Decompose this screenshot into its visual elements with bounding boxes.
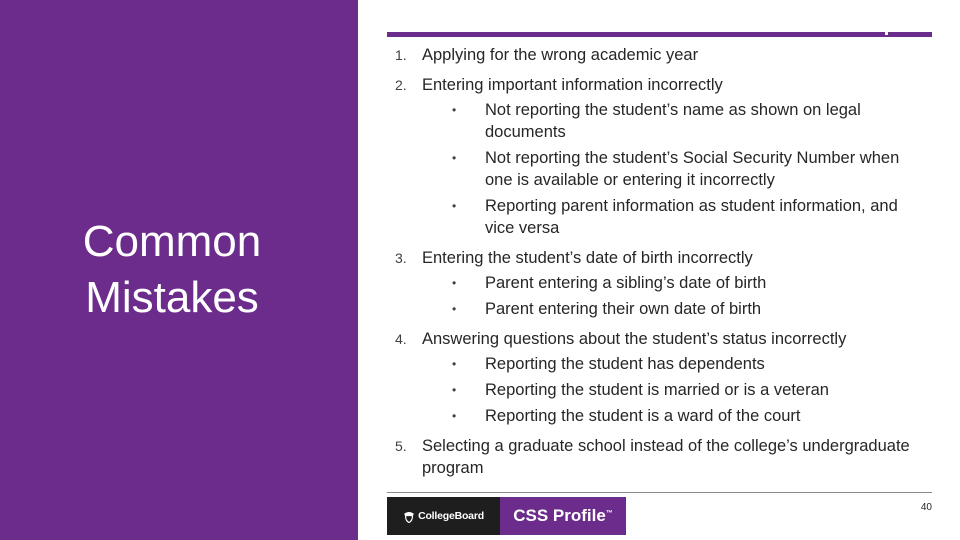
mistake-number: 5. [395,438,407,454]
mistake-number: 4. [395,331,407,347]
bullet-icon: • [452,103,457,117]
sub-item-text: Parent entering their own date of birth [485,300,762,318]
bullet-icon: • [452,409,457,423]
sub-item-text: Reporting the student has dependents [485,355,765,373]
sub-item-text: Reporting the student is married or is a veteran [485,381,829,399]
mistake-text: Selecting a graduate school instead of the college’s undergraduate program [422,437,910,477]
slide-title [0,214,344,326]
top-accent-rule [387,32,932,37]
sub-item [422,353,905,375]
sub-item [422,272,905,294]
bullet-icon: • [452,302,457,316]
mistake-number: 2. [395,77,407,93]
sub-list [422,353,925,427]
css-profile-wordmark [500,497,626,535]
css-profile-label: CSS Profile [513,506,606,525]
footer-divider [387,492,932,493]
acorn-icon [403,510,415,523]
college-board-wordmark: CollegeBoard [418,510,484,522]
mistake-item [395,435,925,479]
sub-item [422,147,905,191]
sub-item-text: Reporting parent information as student information, and vice versa [485,197,898,237]
slide-title-line-2: Mistakes [85,273,259,322]
sub-item [422,405,905,427]
sub-list [422,99,925,239]
college-board-logo [387,497,500,535]
bullet-icon: • [452,383,457,397]
sub-item-text: Reporting the student is a ward of the court [485,407,801,425]
mistake-item [395,247,925,320]
mistake-text: Entering the student’s date of birth incorrectly [422,249,753,267]
mistakes-list [395,44,925,479]
bullet-icon: • [452,276,457,290]
sub-item [422,379,905,401]
mistake-item [395,74,925,239]
mistake-text: Applying for the wrong academic year [422,46,699,64]
sub-item [422,298,905,320]
trademark-symbol: ™ [605,509,613,517]
bullet-icon: • [452,199,457,213]
sub-item [422,99,905,143]
page-number: 40 [920,502,932,513]
mistake-text: Answering questions about the student’s status incorrectly [422,330,847,348]
mistake-item [395,44,925,66]
mistake-item [395,328,925,427]
bullet-icon: • [452,151,457,165]
sub-item-text: Not reporting the student’s name as shown on legal documents [485,101,861,141]
mistake-number: 1. [395,47,407,63]
sub-item-text: Not reporting the student’s Social Security Number when one is available or entering it incorrectly [485,149,900,189]
sub-item-text: Parent entering a sibling’s date of birth [485,274,767,292]
css-profile-logo [387,497,626,535]
sub-list [422,272,925,320]
left-title-panel [0,0,358,540]
sub-item [422,195,905,239]
mistake-number: 3. [395,250,407,266]
mistake-text: Entering important information incorrectly [422,76,723,94]
bullet-icon: • [452,357,457,371]
slide-title-line-1: Common [82,217,262,266]
